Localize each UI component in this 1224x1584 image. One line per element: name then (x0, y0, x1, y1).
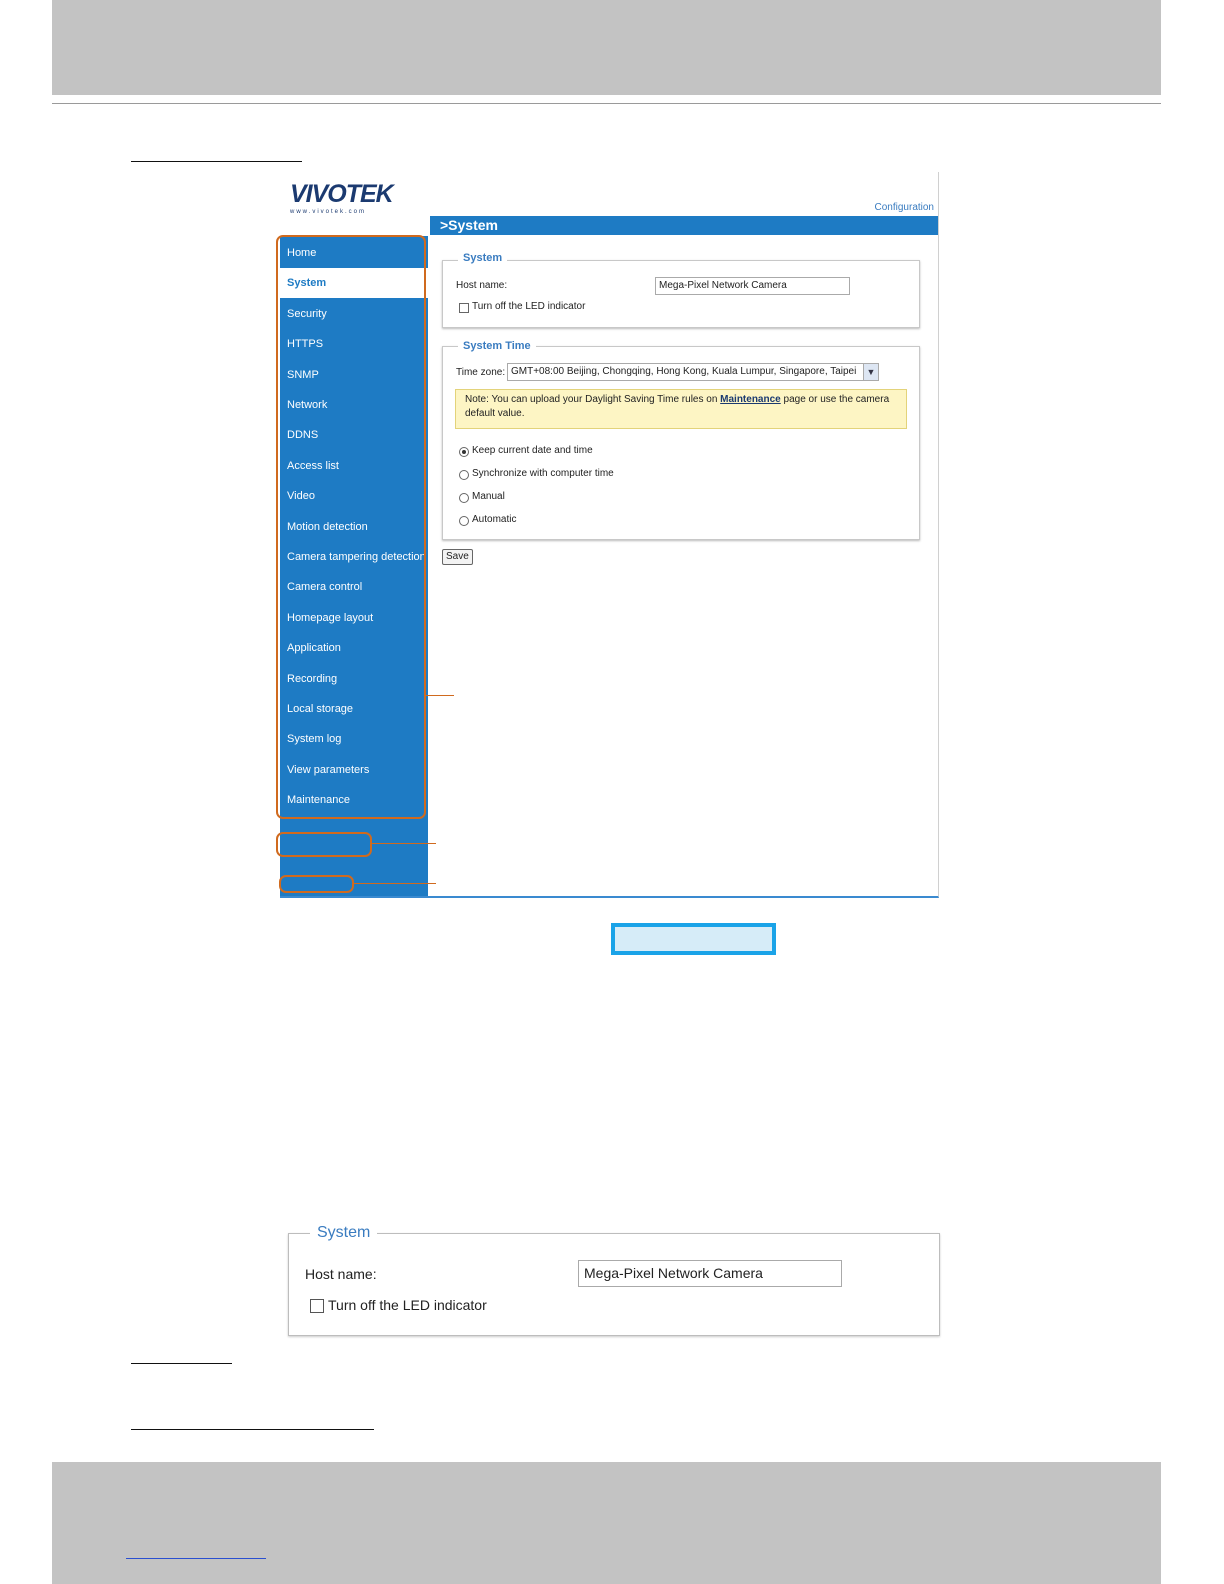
sidebar-item-video[interactable]: Video (287, 490, 315, 503)
time-option-label: Synchronize with computer time (472, 468, 614, 479)
time-option-radio[interactable] (459, 516, 469, 526)
time-option-radio[interactable] (459, 470, 469, 480)
sidebar-item-ddns[interactable]: DDNS (287, 429, 319, 442)
save-button[interactable]: Save (442, 549, 473, 565)
page-footer-band (52, 1462, 1161, 1584)
version-callout-line (354, 883, 436, 884)
time-option-radio[interactable] (459, 447, 469, 457)
time-option-label: Keep current date and time (472, 445, 593, 456)
subheading-underline-2 (131, 1429, 374, 1430)
title-bar (430, 216, 938, 235)
sidebar-item-recording[interactable]: Recording (287, 672, 338, 685)
vivotek-logo (290, 180, 410, 218)
logo-subtext: www.vivotek.com (290, 209, 367, 215)
page-header-band (52, 0, 1161, 95)
timezone-label: Time zone: (456, 367, 506, 378)
sidebar-item-security[interactable]: Security (287, 307, 327, 320)
chevron-down-icon[interactable]: ▼ (863, 364, 878, 380)
sidebar-item-access-list[interactable]: Access list (287, 459, 339, 472)
sidebar-item-motion-detection[interactable]: Motion detection (287, 520, 368, 533)
enlarged-led-checkbox[interactable] (310, 1299, 324, 1313)
led-checkbox[interactable] (459, 303, 469, 313)
basic-mode-callout-box (276, 832, 372, 857)
timezone-select[interactable] (507, 363, 879, 381)
note-text: Note: You can upload your Daylight Saving Time rules on (465, 394, 721, 405)
note-text-suffix: page or use the camera default value. (465, 394, 890, 419)
maintenance-link[interactable]: Maintenance (720, 394, 781, 405)
sidebar-item-view-parameters[interactable]: View parameters (287, 763, 370, 776)
sidebar-item-https[interactable]: HTTPS (287, 338, 324, 351)
header-rule (52, 103, 1161, 104)
sidebar-item-home[interactable]: Home (287, 247, 317, 259)
system-legend: System (458, 252, 507, 264)
sidebar-item-local-storage[interactable]: Local storage (287, 703, 354, 715)
host-name-input[interactable]: Mega-Pixel Network Camera (655, 277, 850, 295)
version-label: Version: 0200b (287, 944, 348, 954)
subheading-underline-1 (131, 1363, 232, 1364)
time-option-label: Automatic (472, 514, 517, 525)
sidebar-item-snmp[interactable]: SNMP (287, 368, 319, 381)
sidebar-item-application[interactable]: Application (287, 642, 341, 655)
sidebar-item-maintenance[interactable]: Maintenance (287, 794, 350, 807)
enlarged-system-legend: System (310, 1224, 377, 1242)
dst-note (455, 389, 907, 429)
timezone-selected-value: GMT+08:00 Beijing, Chongqing, Hong Kong, Kuala Lumpur, Singapore, Taipei (511, 366, 857, 377)
sidebar-item-system-log[interactable]: System log (287, 733, 342, 746)
page-title: >System (440, 217, 498, 233)
sidebar-item-homepage-layout[interactable]: Homepage layout (287, 611, 374, 624)
sidebar-callout-box (276, 235, 426, 819)
time-option-radio[interactable] (459, 493, 469, 503)
sidebar-item-camera-control[interactable]: Camera control (287, 581, 363, 594)
basic-mode-link[interactable]: [ Basic mode ] (287, 901, 357, 913)
configuration-link[interactable]: Configuration (874, 202, 934, 213)
led-checkbox-label: Turn off the LED indicator (472, 301, 586, 312)
version-callout-box (279, 875, 354, 893)
host-name-label: Host name: (456, 280, 508, 291)
sidebar-item-camera-tampering-detection[interactable]: Camera tampering detection (287, 551, 426, 563)
enlarged-host-name-input[interactable]: Mega-Pixel Network Camera (578, 1260, 842, 1287)
figure-caption-box (611, 923, 776, 955)
section-heading-underline (131, 161, 302, 162)
sidebar-callout-line (426, 695, 454, 696)
time-option-label: Manual (472, 491, 505, 502)
logo-text: VIVOTEK (290, 180, 393, 208)
footer-link-underline (126, 1558, 266, 1559)
sidebar-item-system[interactable]: System (280, 268, 428, 298)
system-time-legend: System Time (458, 340, 536, 352)
sidebar-item-network[interactable]: Network (287, 399, 328, 411)
enlarged-host-name-label: Host name: (305, 1266, 377, 1282)
basic-mode-callout-line (372, 843, 436, 844)
enlarged-led-checkbox-label: Turn off the LED indicator (328, 1297, 487, 1313)
